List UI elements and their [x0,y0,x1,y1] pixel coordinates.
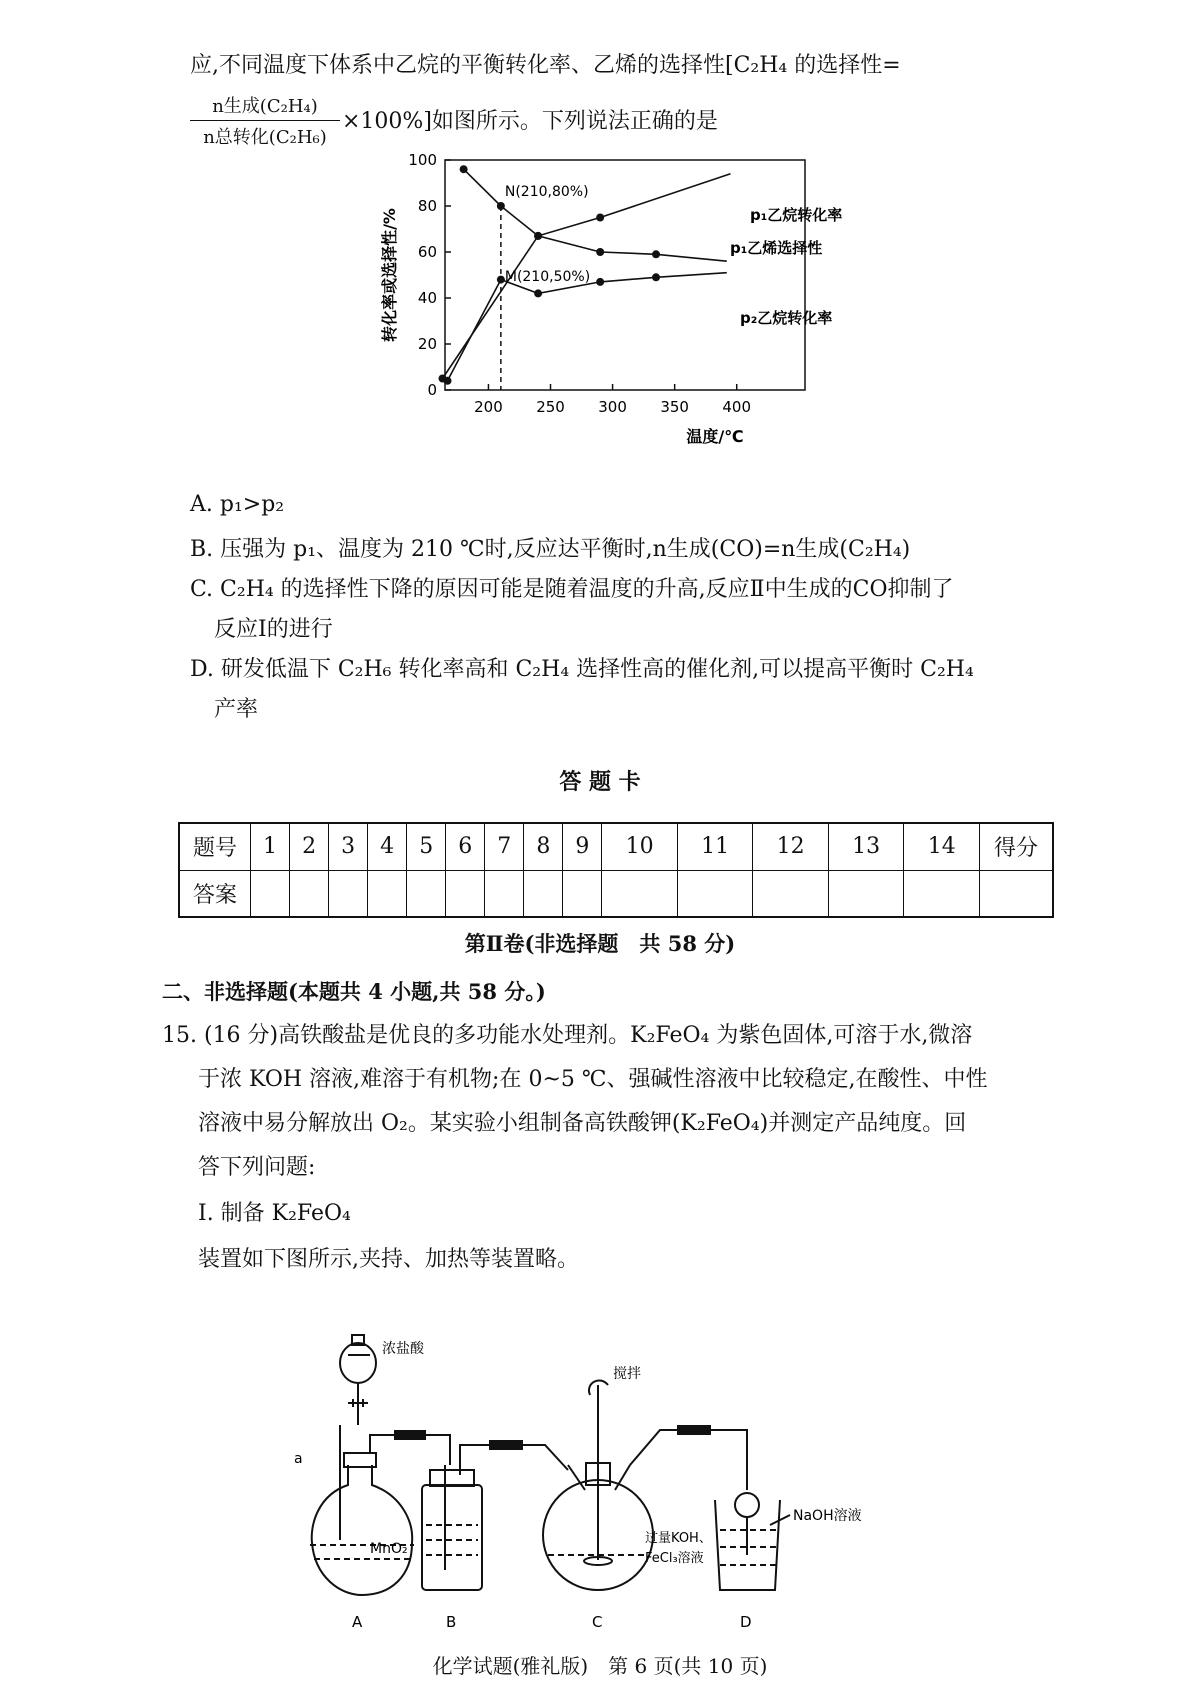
x-tick-label-300: 300 [598,398,627,416]
series-0-point-2 [596,214,604,222]
page-footer: 化学试题(雅礼版) 第 6 页(共 10 页) [432,1654,768,1678]
y-tick-label-60: 60 [417,243,437,261]
answer-cell-2 [290,870,329,917]
label-stir: 搅拌 [613,1366,641,1382]
label-concentrated-hcl: 浓盐酸 [382,1341,424,1357]
intro-line-1: 应,不同温度下体系中乙烷的平衡转化率、乙烯的选择性[C₂H₄ 的选择性= [190,53,901,78]
series-2-point-4 [652,273,660,281]
intro-line-2: ×100%]如图所示。下列说法正确的是 [342,109,718,134]
series-2-point-0 [443,377,451,385]
question-number-1: 1 [251,823,290,870]
x-tick-label-250: 250 [536,398,565,416]
answer-row-numbers [179,823,1053,870]
apparatus-description: 装置如下图所示,夹持、加热等装置略。 [198,1247,579,1272]
question-number-10: 10 [602,823,678,870]
plot-frame [445,160,805,390]
question-number-5: 5 [407,823,446,870]
answer-cell-12 [753,870,829,917]
answer-cell-3 [329,870,368,917]
series-1-point-4 [652,250,660,258]
wash-bottle-b-icon [422,1485,482,1590]
series-label-0: p₁乙烷转化率 [750,206,843,224]
q15-line-1: 15. (16 分)高铁酸盐是优良的多功能水处理剂。K₂FeO₄ 为紫色固体,可溶于水,微溶 [162,1023,973,1048]
series-2-point-3 [596,278,604,286]
label-koh-line-1: 过量KOH、 [645,1531,712,1546]
question-number-8: 8 [524,823,563,870]
y-tick-label-0: 0 [427,381,437,399]
answer-cell-14 [904,870,980,917]
series-label-1: p₁乙烯选择性 [730,239,823,257]
option-d-line-2: 产率 [214,697,259,722]
y-tick-label-80: 80 [417,197,437,215]
answer-cell-9 [563,870,602,917]
answer-cell-11 [677,870,753,917]
series-label-2: p₂乙烷转化率 [740,309,833,327]
q15-line-4: 答下列问题: [198,1155,316,1180]
conversion-selectivity-chart [370,148,890,478]
x-tick-label-200: 200 [474,398,503,416]
question-number-13: 13 [828,823,904,870]
label-a: a [294,1451,303,1467]
option-c-line-1: C. C₂H₄ 的选择性下降的原因可能是随着温度的升高,反应Ⅱ中生成的CO抑制了 [190,577,954,602]
apparatus-diagram [294,1315,920,1650]
answer-cell-1 [251,870,290,917]
label-apparatus-d: D [740,1613,752,1631]
question-number-12: 12 [753,823,829,870]
answer-cell-7 [485,870,524,917]
option-d-line-1: D. 研发低温下 C₂H₆ 转化率高和 C₂H₄ 选择性高的催化剂,可以提高平衡时 C₂H₄ [190,657,974,682]
selectivity-fraction [190,92,340,149]
y-tick-label-100: 100 [408,151,437,169]
option-b: B. 压强为 p₁、温度为 210 ℃时,反应达平衡时,n生成(CO)=n生成(C₂H₄) [190,537,911,562]
score-cell [980,870,1054,917]
answer-row-answers [179,870,1053,917]
x-axis-label: 温度/℃ [686,427,744,446]
score-label: 得分 [980,823,1054,870]
section-2-heading: 二、非选择题(本题共 4 小题,共 58 分。) [162,979,546,1004]
question-number-label: 题号 [179,823,251,870]
question-number-3: 3 [329,823,368,870]
answer-cell-8 [524,870,563,917]
answer-cell-10 [602,870,678,917]
fraction-numerator: n生成(C₂H₄) [190,92,340,121]
series-1-point-3 [596,248,604,256]
question-number-11: 11 [677,823,753,870]
label-naoh: NaOH溶液 [793,1508,862,1524]
series-2-point-2 [534,289,542,297]
series-1-point-1 [497,202,505,210]
y-axis-label: 转化率或选择性/% [380,208,399,342]
fraction-denominator: n总转化(C₂H₆) [203,127,327,148]
answer-cell-4 [368,870,407,917]
label-apparatus-a: A [352,1613,363,1631]
y-tick-label-20: 20 [417,335,437,353]
part-2-heading: 第Ⅱ卷(非选择题 共 58 分) [464,931,736,956]
label-apparatus-c: C [592,1613,603,1631]
answer-card-table [178,822,1054,918]
label-koh-line-2: FeCl₃溶液 [645,1551,704,1566]
question-number-9: 9 [563,823,602,870]
annotation-1: M(210,50%) [504,269,591,285]
answer-cell-13 [828,870,904,917]
series-2-point-1 [497,276,505,284]
question-number-7: 7 [485,823,524,870]
sub-question-1: Ⅰ. 制备 K₂FeO₄ [198,1201,351,1226]
answer-cell-5 [407,870,446,917]
flask-a-icon [312,1465,412,1595]
y-tick-label-40: 40 [417,289,437,307]
option-a: A. p₁>p₂ [190,492,285,517]
label-mno2: MnO₂ [370,1541,408,1557]
question-number-4: 4 [368,823,407,870]
question-number-14: 14 [904,823,980,870]
option-c-line-2: 反应Ⅰ的进行 [214,617,333,642]
annotation-0: N(210,80%) [504,184,589,200]
answer-card-title: 答 题 卡 [559,769,641,795]
answer-label: 答案 [179,870,251,917]
label-apparatus-b: B [446,1613,457,1631]
question-number-2: 2 [290,823,329,870]
q15-line-3: 溶液中易分解放出 O₂。某实验小组制备高铁酸钾(K₂FeO₄)并测定产品纯度。回 [198,1111,967,1136]
series-line-1 [464,169,727,261]
question-number-6: 6 [446,823,485,870]
q15-line-2: 于浓 KOH 溶液,难溶于有机物;在 0~5 ℃、强碱性溶液中比较稳定,在酸性、中性 [198,1067,988,1092]
x-tick-label-400: 400 [722,398,752,416]
series-1-point-2 [534,232,542,240]
series-line-2 [447,273,726,381]
x-tick-label-350: 350 [660,398,689,416]
answer-cell-6 [446,870,485,917]
dropping-funnel-icon [340,1343,376,1383]
series-1-point-0 [460,165,468,173]
